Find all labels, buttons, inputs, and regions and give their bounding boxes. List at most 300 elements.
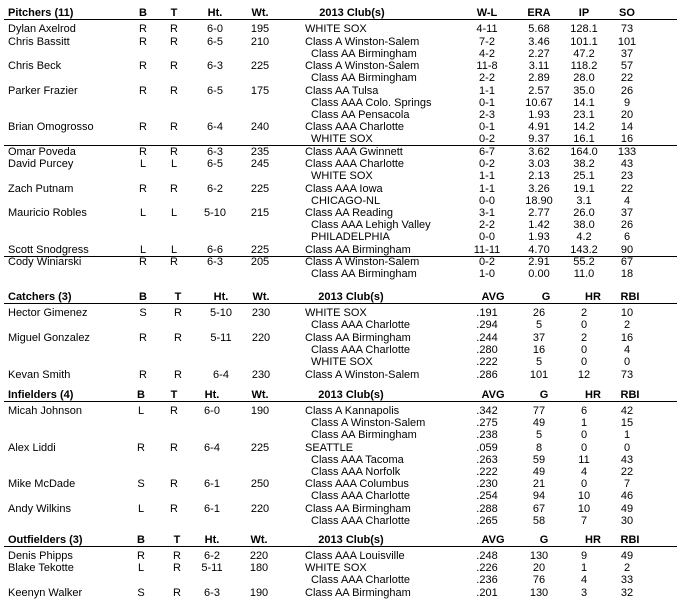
club-name: Class A Winston-Salem [305,368,420,381]
stat-value: .244 [476,331,498,344]
stat-value: 12 [577,368,591,381]
player-weight: 175 [250,84,270,97]
stat-value: 43 [620,453,634,466]
stat-value: 43 [620,158,634,170]
club-name: Class AAA Charlotte [305,158,405,170]
stat-value: 2-2 [479,72,495,84]
player-throws: R [173,562,181,575]
stat-value: 1-0 [479,268,495,280]
stat-value: 18.90 [525,194,553,207]
stat-value: .230 [476,478,498,491]
player-bats: S [137,586,145,599]
stat-value: 4 [580,465,588,478]
stat-value: 3.26 [528,182,550,195]
stat-value: 4 [580,574,588,587]
club-name: Class AAA Gwinnett [305,145,403,158]
col-header-weight: Wt. [251,389,269,401]
stat-value: 101 [617,35,637,48]
stat-value: 1.93 [528,231,550,243]
stat-value: 101 [529,368,549,381]
section-divider [4,19,677,20]
player-height: 6-3 [207,145,223,158]
stat-value: 25.1 [573,170,595,182]
col-header-bats: B [137,389,145,401]
col-header-bats: B [139,291,147,303]
player-weight: 220 [251,331,271,344]
player-name: Chris Bassitt [8,35,70,48]
player-name: Omar Poveda [8,145,76,158]
stat-value: 55.2 [573,256,595,268]
stat-value: 0 [580,355,588,368]
player-name: Micah Johnson [8,405,82,417]
player-name: Miguel Gonzalez [8,331,90,344]
col-header-stat: AVG [481,291,505,303]
stat-value: 30 [620,514,634,527]
col-header-clubs: 2013 Club(s) [319,7,385,19]
stat-value: 0 [580,441,588,454]
player-height: 6-0 [204,405,220,417]
club-name: Class AAA Norfolk [311,465,401,478]
player-throws: R [174,368,182,381]
player-name: Mauricio Robles [8,207,87,219]
stat-value: 26 [620,84,634,97]
club-name: Class AA Birmingham [311,429,417,441]
player-weight: 220 [250,502,270,515]
stat-value: 22 [620,465,634,478]
stat-value: 2.27 [528,47,550,60]
player-name: Chris Beck [8,60,62,72]
stat-value: 7-2 [479,35,495,48]
stat-value: 1 [623,429,631,441]
player-weight: 205 [250,256,270,268]
stat-value: 1.42 [528,219,550,231]
club-name: PHILADELPHIA [311,231,390,243]
player-throws: R [170,478,178,491]
stat-value: 22 [620,72,634,84]
stat-value: 133 [617,145,637,158]
club-name: CHICAGO-NL [311,194,381,207]
stat-value: 35.0 [573,84,595,97]
club-name: Class AA Birmingham [305,243,411,256]
stat-value: 0-1 [479,121,495,133]
stat-value: 94 [532,490,546,503]
player-height: 6-0 [207,23,223,35]
stat-value: 73 [620,23,634,35]
player-weight: 190 [250,405,270,417]
player-name: Keenyn Walker [8,586,83,599]
stat-value: 18 [620,268,634,280]
stat-value: 14 [620,121,634,133]
club-name: WHITE SOX [311,133,373,145]
player-throws: R [170,84,178,97]
player-weight: 210 [250,35,270,48]
player-throws: R [170,145,178,158]
player-bats: R [139,84,147,97]
stat-value: 118.2 [570,60,598,72]
stat-value: 16 [532,343,546,356]
player-bats: R [139,60,147,72]
player-height: 5-10 [203,207,227,219]
stat-value: 33 [620,574,634,587]
col-header-stat: IP [578,7,590,19]
stat-value: 0-2 [479,133,495,145]
player-weight: 215 [250,207,270,219]
stat-value: 1.93 [528,108,550,121]
stat-value: 6 [623,231,631,243]
stat-value: 2 [580,307,588,319]
stat-value: 4-2 [479,47,495,60]
stat-value: 9 [623,96,631,109]
section-title: Outfielders (3) [8,534,83,546]
stat-value: .201 [476,586,498,599]
club-name: WHITE SOX [305,562,367,575]
stat-value: 0-0 [479,194,495,207]
club-name: Class AAA Colo. Springs [311,96,432,109]
club-name: Class AAA Tacoma [311,453,404,466]
col-header-stat: HR [585,291,601,303]
club-name: Class A Winston-Salem [305,35,420,48]
stat-value: .288 [476,502,498,515]
player-height: 5-10 [209,307,233,319]
col-header-stat: AVG [481,534,505,546]
col-header-bats: B [139,7,147,19]
stat-value: .265 [476,514,498,527]
player-weight: 230 [251,307,271,319]
stat-value: 1-1 [479,84,495,97]
player-name: Scott Snodgress [8,243,89,256]
player-name: Brian Omogrosso [8,121,94,133]
stat-value: 5 [535,319,543,331]
club-name: Class AA Birmingham [311,47,417,60]
stat-value: 26 [532,307,546,319]
player-weight: 180 [249,562,269,575]
player-bats: L [137,502,145,515]
col-header-stat: ERA [527,7,551,19]
stat-value: 20 [620,108,634,121]
stat-value: 101.1 [570,35,598,48]
player-throws: R [170,182,178,195]
stat-value: 16.1 [573,133,595,145]
col-header-height: Ht. [207,7,223,19]
stat-value: 2 [580,331,588,344]
player-name: Denis Phipps [8,550,73,562]
stat-value: 9 [580,550,588,562]
player-throws: R [170,60,178,72]
player-weight: 225 [250,441,270,454]
col-header-stat: G [539,534,549,546]
stat-value: 11-11 [473,243,501,256]
stat-value: 9.37 [528,133,550,145]
stat-value: .286 [476,368,498,381]
stat-value: 2 [623,562,631,575]
stat-value: 38.2 [573,158,595,170]
col-header-throws: T [170,389,178,401]
player-height: 6-1 [204,502,220,515]
player-height: 6-3 [207,256,223,268]
stat-value: 7 [580,514,588,527]
col-header-stat: SO [619,7,635,19]
col-header-weight: Wt. [252,291,270,303]
section-divider [4,303,677,304]
player-name: Parker Frazier [8,84,78,97]
club-name: WHITE SOX [305,23,367,35]
player-name: Blake Tekotte [8,562,74,575]
player-name: Mike McDade [8,478,76,491]
stat-value: .342 [476,405,498,417]
stat-value: 2.77 [528,207,550,219]
player-bats: R [137,441,145,454]
club-name: Class AAA Charlotte [305,121,405,133]
stat-value: .263 [476,453,498,466]
stat-value: 0 [580,319,588,331]
col-header-throws: T [170,7,178,19]
stat-value: 32 [620,586,634,599]
player-throws: R [170,121,178,133]
club-name: Class AAA Lehigh Valley [311,219,431,231]
stat-value: 2.89 [528,72,550,84]
stat-value: 10 [620,307,634,319]
col-header-stat: G [539,389,549,401]
stat-value: 5 [535,429,543,441]
stat-value: 15 [620,417,634,429]
player-weight: 225 [250,182,270,195]
player-weight: 195 [250,23,270,35]
club-name: WHITE SOX [305,307,367,319]
stat-value: 73 [620,368,634,381]
player-height: 5-11 [201,562,223,575]
section-title: Pitchers (11) [8,7,74,19]
player-height: 6-3 [204,586,220,599]
stat-value: 0-1 [479,96,495,109]
section-title: Catchers (3) [8,291,72,303]
player-bats: L [139,158,147,170]
stat-value: 6 [580,405,588,417]
stat-value: 19.1 [573,182,595,195]
stat-value: 7 [623,478,631,491]
stat-value: .226 [476,562,498,575]
player-weight: 190 [249,586,269,599]
player-name: Andy Wilkins [8,502,71,515]
stat-value: 11-8 [476,60,498,72]
stat-value: 2.91 [528,256,550,268]
stat-value: 3.62 [528,145,550,158]
player-bats: R [139,368,147,381]
stat-value: 1-1 [479,182,495,195]
stat-value: 4 [623,343,631,356]
player-bats: R [137,550,145,562]
stat-value: 0-2 [479,256,495,268]
stat-value: 2-3 [479,108,495,121]
player-throws: R [173,550,181,562]
stat-value: 130 [529,586,549,599]
player-height: 6-4 [204,441,220,454]
stat-value: 4.70 [528,243,550,256]
col-header-throws: T [173,534,181,546]
club-name: Class AA Birmingham [311,72,417,84]
club-name: Class AA Birmingham [305,586,411,599]
player-bats: R [139,35,147,48]
stat-value: 128.1 [570,23,598,35]
stat-value: 20 [532,562,546,575]
col-header-bats: B [137,534,145,546]
stat-value: 4.2 [576,231,592,243]
col-header-height: Ht. [204,534,220,546]
player-bats: L [137,562,145,575]
stat-value: 14.1 [573,96,595,109]
player-bats: R [139,331,147,344]
player-height: 6-2 [204,550,220,562]
club-name: SEATTLE [305,441,354,454]
player-height: 6-3 [207,60,223,72]
club-name: Class A Winston-Salem [305,60,420,72]
stat-value: 2 [623,319,631,331]
player-height: 6-2 [207,182,223,195]
player-name: Hector Gimenez [8,307,88,319]
club-name: Class AA Birmingham [305,331,411,344]
stat-value: 6-7 [479,145,495,158]
col-header-weight: Wt. [250,534,268,546]
stat-value: 3.46 [528,35,550,48]
stat-value: 10 [577,490,591,503]
player-weight: 240 [250,121,270,133]
player-bats: R [139,23,147,35]
stat-value: 57 [620,60,634,72]
section-divider [4,401,677,402]
stat-value: 0-2 [479,158,495,170]
col-header-stat: RBI [620,291,640,303]
club-name: Class AA Birmingham [311,268,417,280]
stat-value: 58 [532,514,546,527]
club-name: Class AAA Charlotte [311,343,411,356]
club-name: Class AA Birmingham [305,502,411,515]
player-bats: R [139,121,147,133]
player-throws: R [170,23,178,35]
player-throws: R [170,256,178,268]
player-name: Alex Liddi [8,441,56,454]
player-height: 6-4 [207,121,223,133]
player-bats: R [139,182,147,195]
player-throws: R [170,405,178,417]
player-throws: R [170,502,178,515]
stat-value: 28.0 [573,72,595,84]
col-header-clubs: 2013 Club(s) [318,389,384,401]
player-throws: L [170,158,178,170]
stat-value: 0 [623,355,631,368]
stat-value: 21 [532,478,546,491]
stat-value: 3.03 [528,158,550,170]
player-weight: 250 [250,478,270,491]
stat-value: 3.11 [528,60,550,72]
player-height: 6-6 [207,243,223,256]
stat-value: 67 [532,502,546,515]
player-bats: R [139,145,147,158]
stat-value: 2-2 [479,219,495,231]
stat-value: 130 [529,550,549,562]
club-name: Class AAA Charlotte [311,514,411,527]
stat-value: 2.57 [528,84,550,97]
stat-value: .191 [476,307,498,319]
stat-value: 46 [620,490,634,503]
player-bats: S [139,307,147,319]
stat-value: 11.0 [573,268,595,280]
stat-value: 22 [620,182,634,195]
player-weight: 230 [251,368,271,381]
col-header-stat: HR [585,389,601,401]
club-name: Class AA Reading [305,207,394,219]
col-header-stat: RBI [620,534,640,546]
stat-value: .059 [476,441,498,454]
section-divider [4,546,677,547]
stat-value: 47.2 [573,47,595,60]
club-name: Class AAA Charlotte [311,490,411,503]
stat-value: .275 [476,417,498,429]
player-weight: 225 [250,243,270,256]
stat-value: 16 [620,331,634,344]
club-name: Class AAA Louisville [305,550,405,562]
col-header-stat: G [541,291,551,303]
player-throws: R [174,307,182,319]
club-name: Class AA Pensacola [311,108,410,121]
stat-value: .248 [476,550,498,562]
stat-value: .294 [476,319,498,331]
col-header-throws: T [174,291,182,303]
stat-value: 49 [620,550,634,562]
stat-value: .222 [476,465,498,478]
stat-value: 37 [620,207,634,219]
player-weight: 245 [250,158,270,170]
player-name: Kevan Smith [8,368,71,381]
stat-value: 143.2 [570,243,598,256]
stat-value: 0 [580,478,588,491]
col-header-height: Ht. [204,389,220,401]
stat-value: 14.2 [573,121,595,133]
player-throws: R [173,586,181,599]
club-name: Class AAA Iowa [305,182,383,195]
stat-value: .280 [476,343,498,356]
col-header-weight: Wt. [251,7,269,19]
stat-value: 76 [532,574,546,587]
stat-value: 26.0 [573,207,595,219]
stat-value: 3 [580,586,588,599]
player-bats: R [139,256,147,268]
stat-value: 5.68 [528,23,550,35]
stat-value: 0 [623,441,631,454]
stat-value: .254 [476,490,498,503]
stat-value: 0.00 [528,268,550,280]
player-bats: L [139,207,147,219]
stat-value: .238 [476,429,498,441]
player-bats: L [139,243,147,256]
stat-value: .236 [476,574,498,587]
player-height: 6-4 [213,368,229,381]
stat-value: 10.67 [525,96,553,109]
club-name: Class A Winston-Salem [311,417,426,429]
col-header-stat: RBI [620,389,640,401]
stat-value: 5 [535,355,543,368]
stat-value: 2.13 [528,170,550,182]
player-name: Dylan Axelrod [8,23,76,35]
club-name: Class A Kannapolis [305,405,400,417]
club-name: Class AAA Columbus [305,478,409,491]
player-height: 6-1 [204,478,220,491]
col-header-stat: W-L [476,7,498,19]
col-header-stat: AVG [481,389,505,401]
player-height: 6-5 [207,35,223,48]
player-weight: 220 [249,550,269,562]
player-throws: L [170,207,178,219]
stat-value: 49 [532,465,546,478]
stat-value: 42 [620,405,634,417]
